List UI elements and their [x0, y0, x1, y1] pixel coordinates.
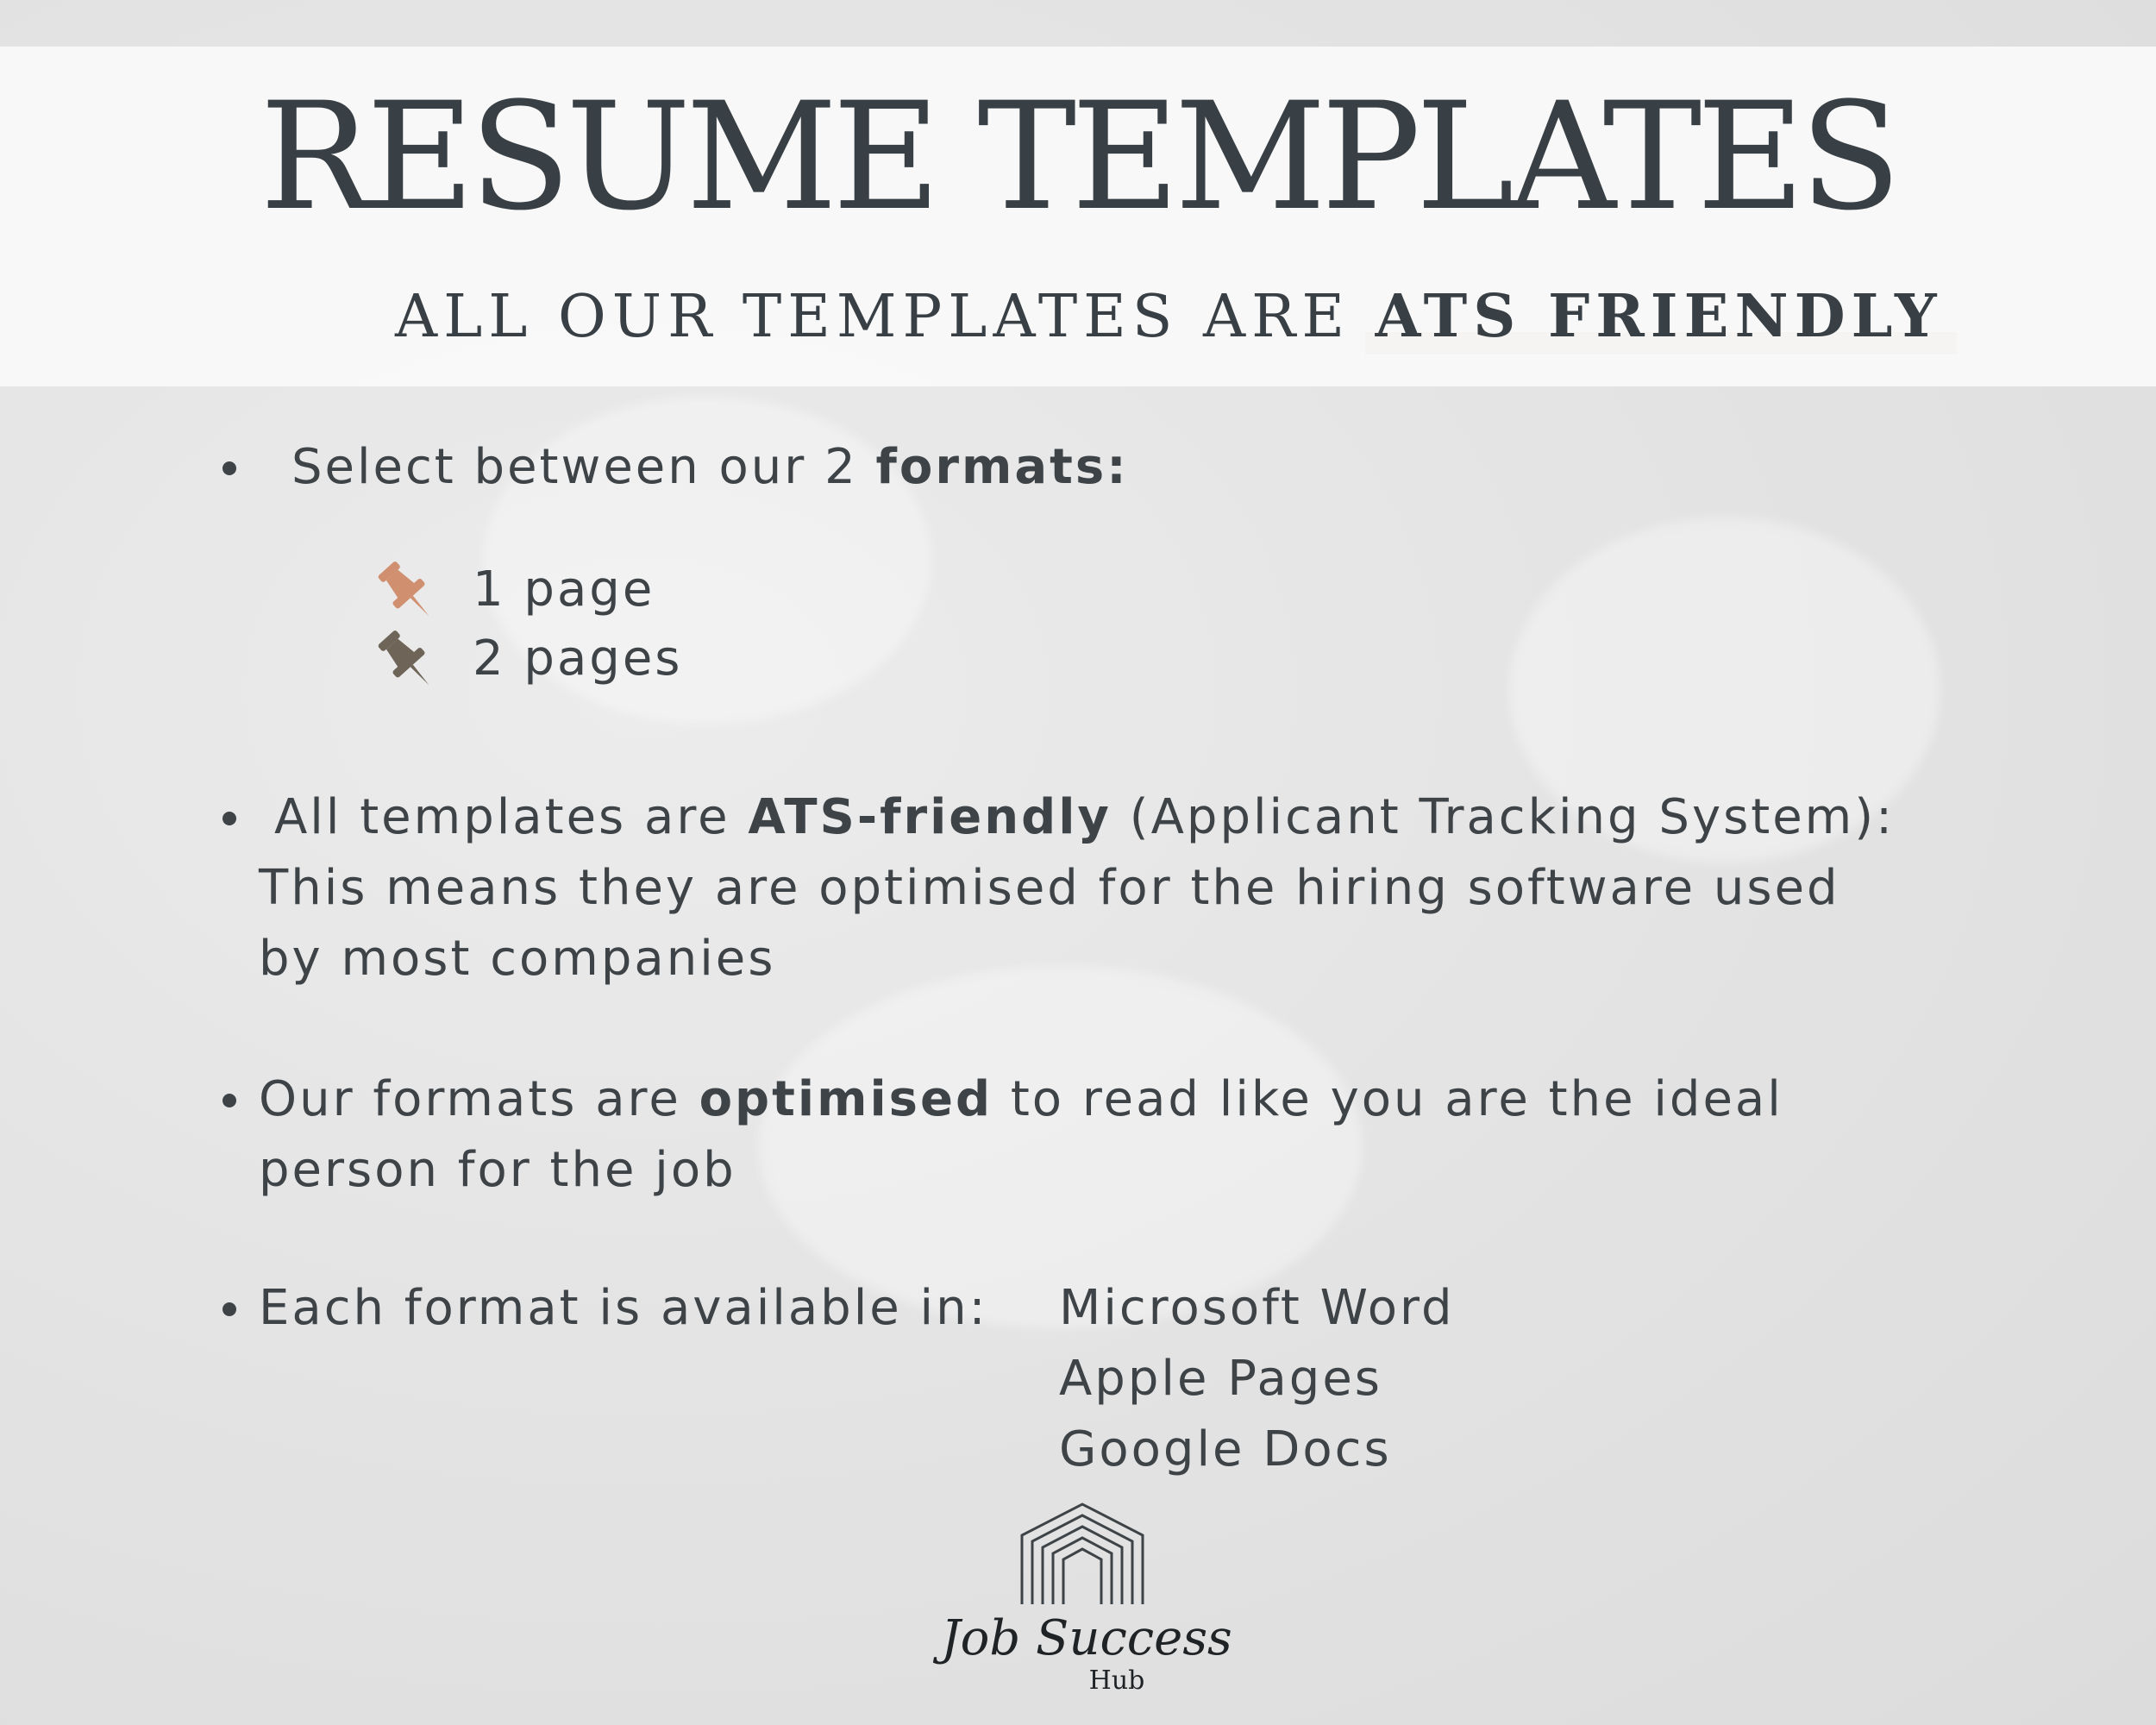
format-option-2: 2 pages — [473, 630, 683, 687]
page-title: RESUME TEMPLATES — [260, 70, 1896, 243]
logo-sub-text: Hub — [1088, 1665, 1145, 1696]
formats-prefix: Select between our 2 — [291, 439, 876, 495]
ats-prefix: All templates are — [274, 789, 749, 845]
available-label: Each format is available in: — [259, 1280, 988, 1336]
pushpin-icon — [373, 557, 442, 626]
optimised-bold: optimised — [699, 1071, 993, 1127]
app-apple-pages: Apple Pages — [1059, 1351, 1382, 1407]
optimised-prefix: Our formats are — [259, 1071, 699, 1127]
optimised-line-2: person for the job — [259, 1142, 736, 1198]
optimised-suffix: to read like you are the ideal — [993, 1071, 1783, 1127]
bullet-dot — [222, 1094, 236, 1107]
subtitle-highlight-text: ATS FRIENDLY — [1375, 282, 1943, 351]
bullet-dot — [222, 1302, 236, 1316]
pushpin-icon — [373, 626, 442, 695]
subtitle-text: ALL OUR TEMPLATES ARE — [395, 283, 1376, 351]
format-option-1: 1 page — [473, 561, 655, 618]
house-lines-icon — [927, 1501, 1238, 1699]
bullet-dot — [222, 461, 236, 475]
formats-bold: formats: — [875, 439, 1129, 495]
ats-suffix: (Applicant Tracking System): — [1111, 789, 1895, 845]
ats-line-3: by most companies — [259, 931, 776, 987]
job-success-hub-logo — [927, 1501, 1238, 1703]
logo-script-text: Job Success — [941, 1610, 1232, 1666]
page-subtitle — [395, 282, 1943, 351]
ats-bold: ATS-friendly — [748, 789, 1112, 845]
app-microsoft-word: Microsoft Word — [1059, 1280, 1455, 1336]
ats-line-2: This means they are optimised for the hiring software used — [259, 860, 1840, 916]
bullet-dot — [222, 812, 236, 825]
app-google-docs: Google Docs — [1059, 1421, 1392, 1477]
formats-line — [291, 439, 1129, 495]
ats-line-1 — [274, 789, 1895, 845]
optimised-line-1 — [259, 1071, 1783, 1127]
subtitle-highlight — [1375, 282, 1943, 351]
background-stain — [759, 966, 1363, 1328]
